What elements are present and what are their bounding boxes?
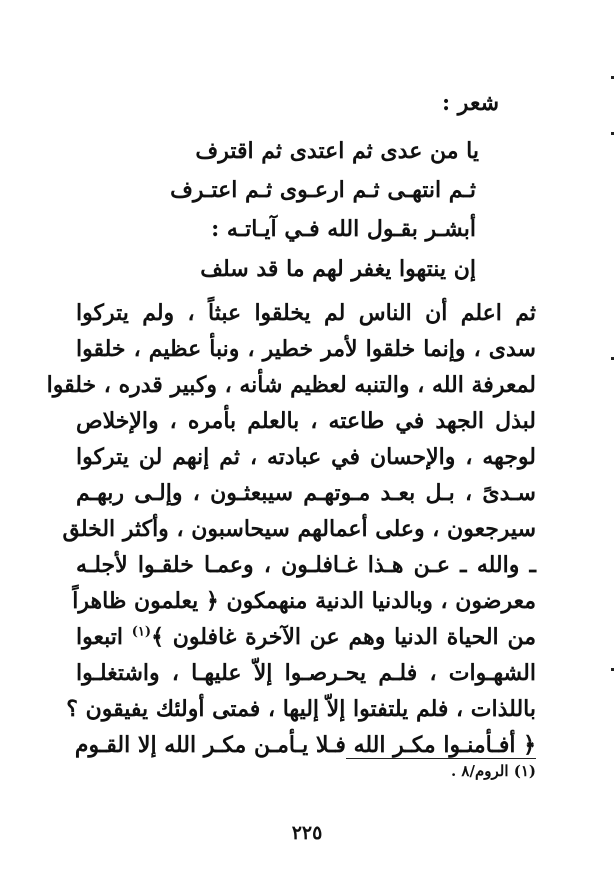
- footnote-marker: (١): [131, 624, 152, 640]
- body-line-5: لوجهه ، والإحسان في عبادته ، ثم إنهم لن يتركوا: [76, 444, 536, 470]
- poem-verse-2: ثـم انتهـى ثـم ارعـوى ثـم اعتـرف: [170, 177, 476, 203]
- body-line-10-text: من الحياة الدنيا وهم عن الآخرة غافلون ﴾: [151, 624, 536, 650]
- body-line-6: سـدىً ، بـل بعـد مـوتهـم سيبعثـون ، وإلـى ربهـم: [76, 480, 536, 506]
- poem-verse-3: أبشـر بقـول الله فـي آيـاتـه :: [211, 216, 476, 242]
- footnote-divider: [346, 758, 536, 759]
- body-line-7: سيرجعون ، وعلى أعمالهم سيحاسبون ، وأكثر الخلق: [62, 516, 536, 542]
- body-line-11: الشهـوات ، فلـم يحـرصـوا إلاّ عليهـا ، واشتغلـوا: [76, 660, 536, 686]
- body-line-1: ثم اعلم أن الناس لم يخلقوا عبثاً ، ولم يتركوا: [76, 300, 536, 326]
- section-heading: شعر :: [442, 90, 499, 116]
- poem-verse-1: يا من عدى ثم اعتدى ثم اقترف: [195, 138, 479, 164]
- body-line-4: لبذل الجهد في طاعته ، بالعلم بأمره ، والإخلاص: [76, 408, 536, 434]
- page-number: ٢٢٥: [291, 822, 323, 844]
- body-line-9: معرضون ، وبالدنيا الدنية منهمكون ﴿ يعلمون ظاهراً: [72, 588, 536, 614]
- body-line-8: ـ والله ـ عـن هـذا غـافلـون ، وعمـا خلقـوا لأجلـه: [76, 552, 536, 578]
- poem-verse-4: إن ينتهوا يغفر لهم ما قد سلف: [200, 256, 476, 282]
- body-line-12: باللذات ، فلم يلتفتوا إلاّ إليها ، فمتى أولئك يفيقون ؟: [66, 696, 536, 722]
- footnote: (١) الروم/٨ .: [450, 762, 536, 780]
- body-line-2: سدى ، وإنما خلقوا لأمر خطير ، ونبأ عظيم ، خلقوا: [76, 336, 536, 362]
- body-line-10-tail: اتبعوا: [76, 624, 132, 650]
- body-line-3: لمعرفة الله ، والتنبه لعظيم شأنه ، وكبير قدره ، خلقوا: [46, 372, 536, 398]
- body-line-10: [76, 622, 536, 652]
- body-line-13: ﴿ أفـأمنـوا مكـر الله فـلا يـأمـن مكـر الله إلا القـوم: [74, 732, 536, 758]
